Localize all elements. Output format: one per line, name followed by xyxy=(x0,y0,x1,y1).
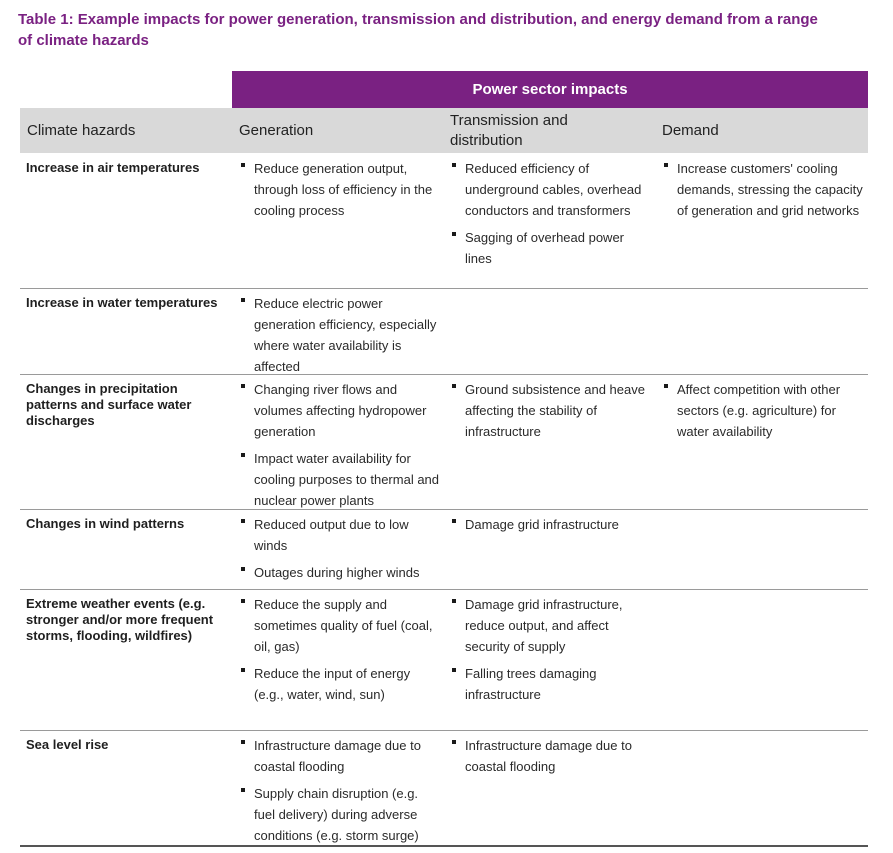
table-bottom-rule xyxy=(20,845,868,847)
generation-impact-list xyxy=(239,158,439,221)
impact-bullet-item: Impact water availability for cooling purposes to thermal and nuclear power plants xyxy=(239,448,439,511)
generation-impact-list xyxy=(239,514,439,583)
generation-impacts-cell xyxy=(239,158,439,227)
impact-bullet-item: Reduce electric power generation efficiency, especially where water availability is affected xyxy=(239,293,439,377)
transmission-impact-list xyxy=(450,379,650,442)
generation-impacts-cell xyxy=(239,379,439,517)
impact-bullet-item: Reduce generation output, through loss of efficiency in the cooling process xyxy=(239,158,439,221)
transmission-impact-list xyxy=(450,158,650,269)
column-header-generation: Generation xyxy=(239,122,314,139)
power-sector-impacts-header xyxy=(232,71,868,108)
generation-impacts-cell xyxy=(239,735,439,852)
row-divider xyxy=(20,374,868,375)
climate-hazard-cell: Extreme weather events (e.g. stronger and/or more frequent storms, flooding, wildfires) xyxy=(26,596,214,643)
impact-bullet-item: Reduce the input of energy (e.g., water, wind, sun) xyxy=(239,663,439,705)
impact-bullet-item: Damage grid infrastructure, reduce output, and affect security of supply xyxy=(450,594,650,657)
row-divider xyxy=(20,288,868,289)
climate-hazard-cell: Changes in precipitation patterns and surface water discharges xyxy=(26,381,192,428)
impact-bullet-item: Affect competition with other sectors (e.g. agriculture) for water availability xyxy=(662,379,867,442)
transmission-impacts-cell xyxy=(450,735,650,783)
generation-impact-list xyxy=(239,594,439,705)
impact-bullet-item: Infrastructure damage due to coastal flooding xyxy=(239,735,439,777)
transmission-impacts-cell xyxy=(450,379,650,448)
generation-impacts-cell xyxy=(239,594,439,711)
impact-bullet-item: Increase customers' cooling demands, stressing the capacity of generation and grid networks xyxy=(662,158,867,221)
impact-bullet-item: Supply chain disruption (e.g. fuel delivery) during adverse conditions (e.g. storm surge) xyxy=(239,783,439,846)
impact-bullet-item: Falling trees damaging infrastructure xyxy=(450,663,650,705)
generation-impacts-cell xyxy=(239,293,439,383)
table-title: Table 1: Example impacts for power generation, transmission and distribution, and energy demand from a range of climate hazards xyxy=(18,11,818,49)
impact-bullet-item: Outages during higher winds xyxy=(239,562,439,583)
generation-impacts-cell xyxy=(239,514,439,589)
climate-hazard-cell: Increase in water temperatures xyxy=(26,295,218,310)
transmission-impacts-cell xyxy=(450,594,650,711)
row-divider xyxy=(20,589,868,590)
climate-hazard-cell: Changes in wind patterns xyxy=(26,516,185,531)
generation-impact-list xyxy=(239,293,439,377)
impact-bullet-item: Reduced efficiency of underground cables, overhead conductors and transformers xyxy=(450,158,650,221)
column-header-demand: Demand xyxy=(662,122,719,139)
demand-impact-list xyxy=(662,379,867,442)
impact-bullet-item: Damage grid infrastructure xyxy=(450,514,650,535)
row-divider xyxy=(20,730,868,731)
climate-hazard-cell: Increase in air temperatures xyxy=(26,160,200,175)
impact-bullet-item: Ground subsistence and heave affecting the stability of infrastructure xyxy=(450,379,650,442)
climate-hazard-cell: Sea level rise xyxy=(26,737,109,752)
transmission-impacts-cell xyxy=(450,158,650,275)
transmission-impact-list xyxy=(450,594,650,705)
generation-impact-list xyxy=(239,735,439,846)
impact-bullet-item: Infrastructure damage due to coastal flooding xyxy=(450,735,650,777)
impact-bullet-item: Sagging of overhead power lines xyxy=(450,227,650,269)
transmission-impacts-cell xyxy=(450,514,650,541)
group-header-label: Power sector impacts xyxy=(472,81,628,98)
transmission-impact-list xyxy=(450,514,650,535)
column-header-row xyxy=(20,108,868,153)
impact-bullet-item: Changing river flows and volumes affecting hydropower generation xyxy=(239,379,439,442)
demand-impacts-cell xyxy=(662,158,867,227)
row-divider xyxy=(20,509,868,510)
demand-impacts-cell xyxy=(662,379,867,448)
demand-impact-list xyxy=(662,158,867,221)
column-header-transmission: Transmission and distribution xyxy=(450,112,568,149)
impact-bullet-item: Reduce the supply and sometimes quality of fuel (coal, oil, gas) xyxy=(239,594,439,657)
generation-impact-list xyxy=(239,379,439,511)
transmission-impact-list xyxy=(450,735,650,777)
column-header-hazards: Climate hazards xyxy=(27,122,136,139)
impact-bullet-item: Reduced output due to low winds xyxy=(239,514,439,556)
